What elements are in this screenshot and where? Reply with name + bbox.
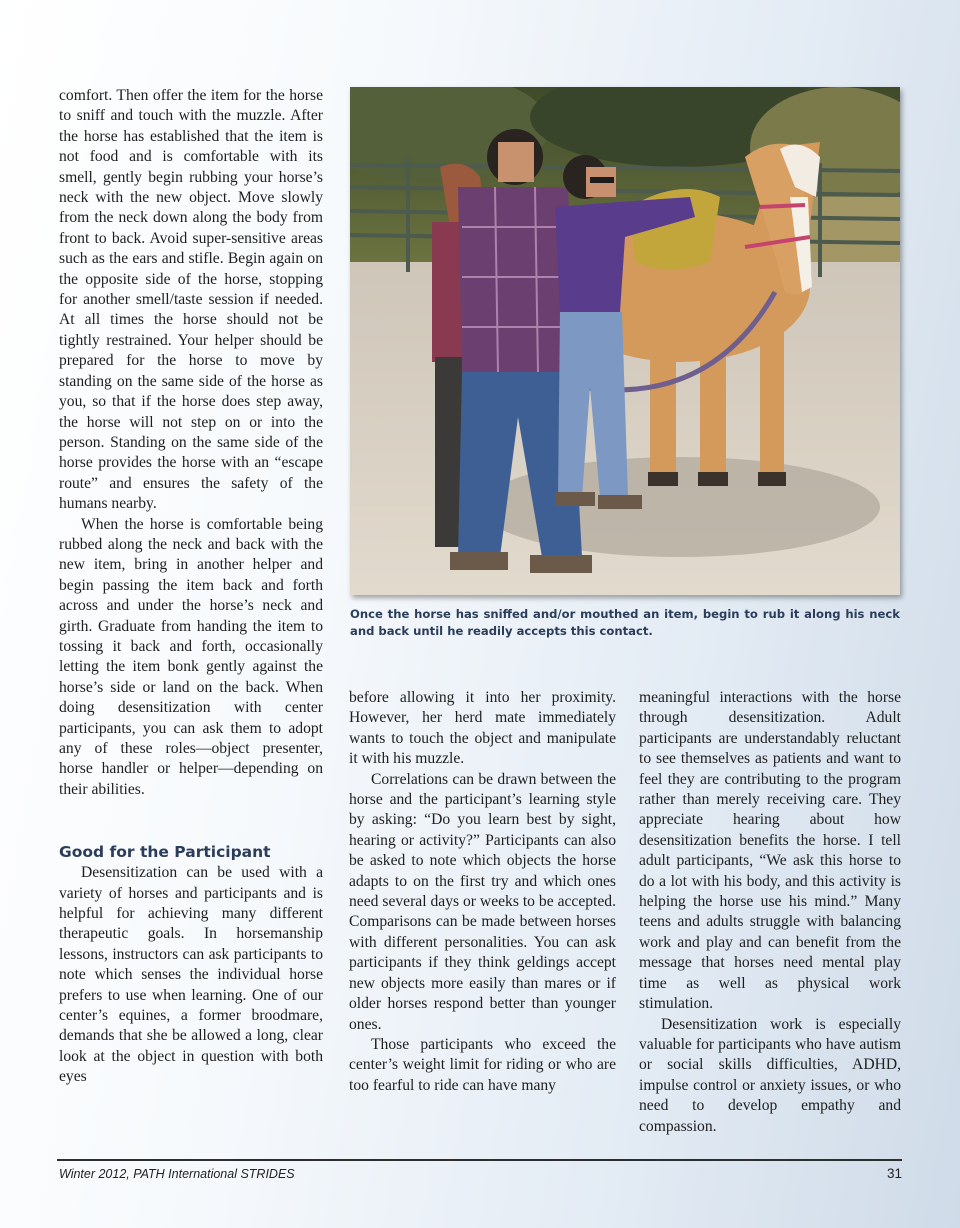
col2-paragraph-3: Those participants who exceed the center’s weight limit for riding or who are too fearful to ride can have many [349,1035,616,1094]
col1-paragraph-3: Desensitization can be used with a variety of horses and participants and is helpful for achieving many different therapeutic goals. In horsemanship lessons, instructors can ask participants to note which senses the individual horse prefers to use when learning. One of our center’s equines, a former broodmare, demands that she be allowed a long, clear look at the object in question with both eyes [59,864,323,1086]
section-heading: Good for the Participant [59,843,271,862]
col1-paragraph-2: When the horse is comfortable being rubbed along the neck and back with the new item, bring in another helper and begin passing the item back and forth across and under the horse’s neck and girth. Graduate from handing the item to tossing it back and forth, occasionally letting the item bonk gently against the horse’s side or land on the back. When doing desensitization with center participants, you can ask them to adopt any of these roles—object presenter, horse handler or helper—depending on their abilities. [59,515,323,798]
article-column-2 [349,688,616,1096]
footer-publication: Winter 2012, PATH International STRIDES [59,1167,295,1181]
col2-paragraph-1: before allowing it into her proximity. However, her herd mate immediately wants to touch the object and manipulate it with his muzzle. [349,689,616,768]
col3-paragraph-2: Desensitization work is especially valuable for participants who have autism or social skills difficulties, ADHD, impulse control or anxiety issues, or who need to develop empathy and compassion. [639,1015,901,1135]
col1-paragraph-1: comfort. Then offer the item for the horse to sniff and touch with the muzzle. After the horse has established that the item is not food and is comfortable with its smell, gently begin rubbing your horse’s neck with the new object. Move slowly from the neck down along the body from front to back. Avoid super-sensitive areas such as the ears and stifle. Begin again on the opposite side of the horse, stopping for another smell/taste session if needed. At all times the horse should not be tightly restrained. Your helper should be prepared for the horse to move by standing on the same side of the horse as you, so that if the horse does step away, the horse will not step on or into the person. Standing on the same side of the horse provides the horse with an “escape route” and ensures the safety of the humans nearby. [59,87,323,513]
col2-paragraph-2: Correlations can be drawn between the horse and the participant’s learning style by asking: “Do you learn best by sight, hearing or activity?” Participants can also be asked to note which objects the horse adapts to on the first try and which ones need several days or weeks to be accepted. Comparisons can be made between horses with different personalities. You can ask participants if they think geldings accept new objects more easily than mares or if older horses respond better than younger ones. [349,770,616,1033]
footer-rule [57,1159,902,1161]
page-number: 31 [886,1166,902,1181]
photo-caption: Once the horse has sniffed and/or mouthed an item, begin to rub it along his neck and back until he readily accepts this contact. [350,607,900,638]
horse-photo [350,87,900,595]
article-column-3 [639,688,901,1137]
article-column-1 [59,86,323,1088]
col3-paragraph-1: meaningful interactions with the horse through desensitization. Adult participants are understandably reluctant to see themselves as patients and want to feel they are contributing to the program rather than merely receiving care. They appreciate hearing about how desensitization benefits the horse. I tell adult participants, “We ask this horse to do a lot with his body, and this activity is helping the horse use his mind.” Many teens and adults struggle with balancing work and play and can benefit from the message that horses need mental play time as well as physical work stimulation. [639,689,901,1013]
